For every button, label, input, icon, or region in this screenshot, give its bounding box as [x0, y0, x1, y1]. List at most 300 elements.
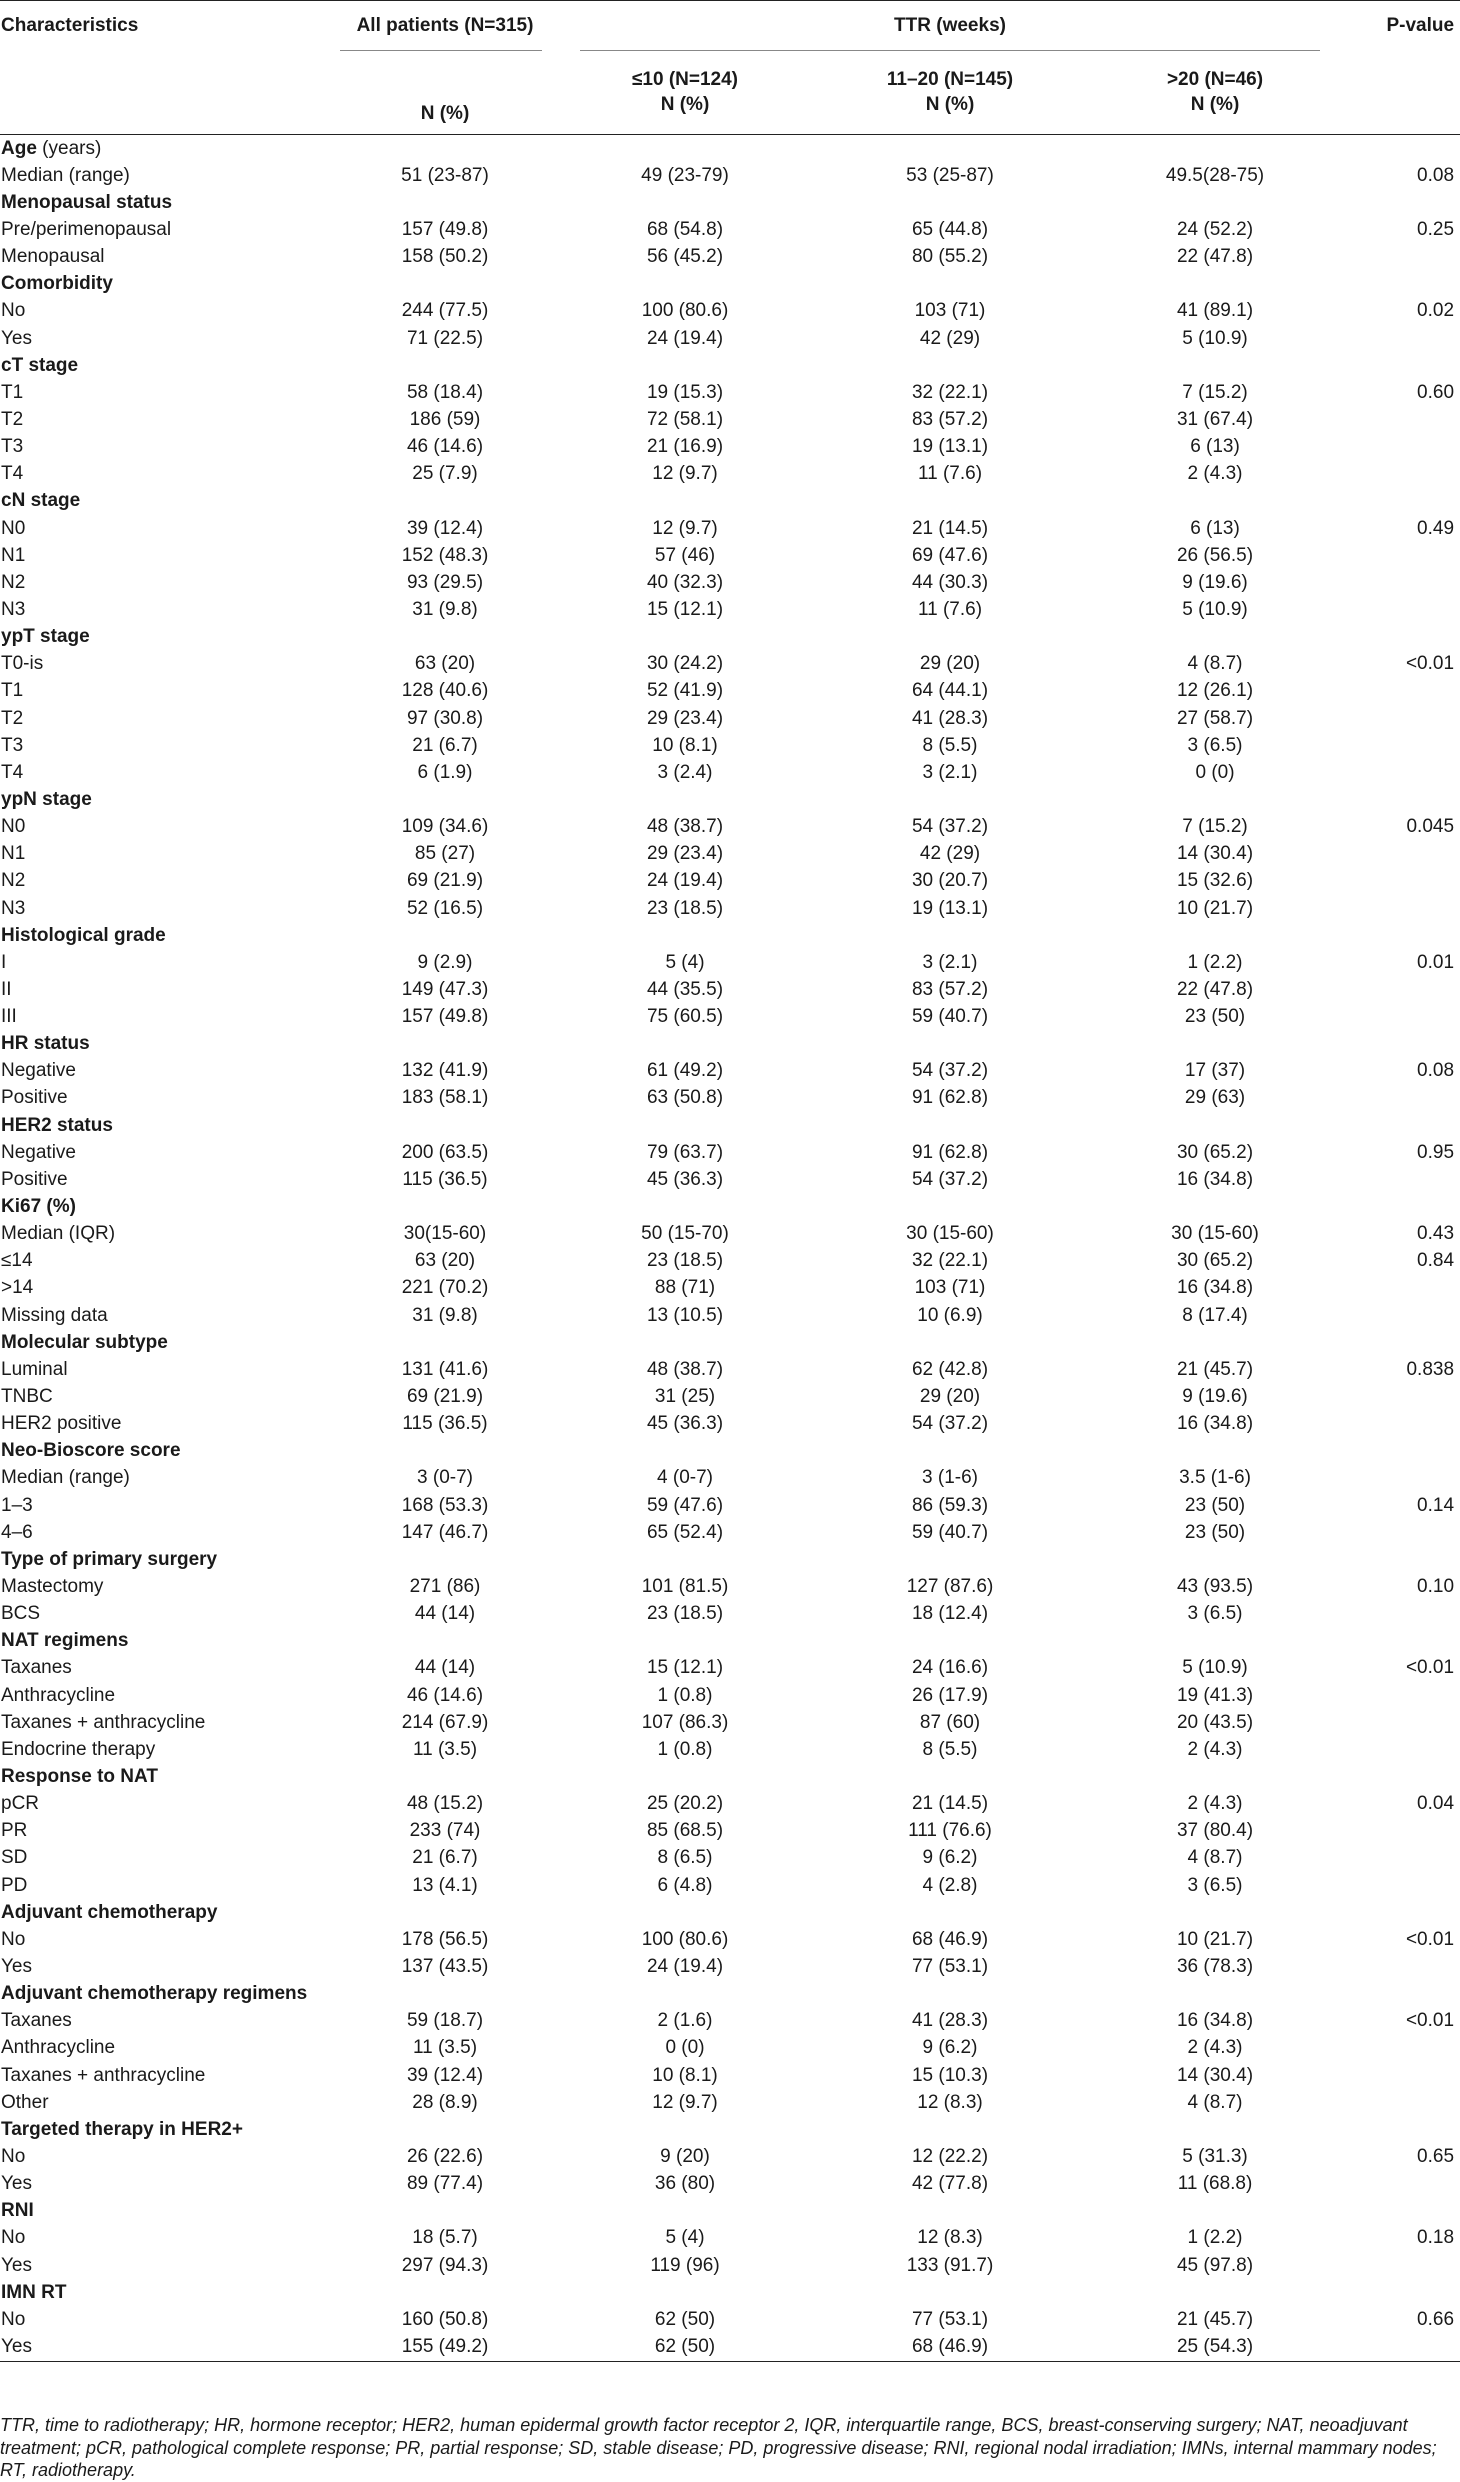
table-row: [0, 1411, 1460, 1438]
cell-pvalue: 0.14: [1417, 1494, 1455, 1516]
cell-pvalue: [1350, 895, 1460, 922]
cell-ttr-11-20: 42 (77.8): [911, 2173, 989, 2195]
cell-ttr-11-20: 54 (37.2): [911, 1413, 989, 1435]
category-label-text: cT stage: [1, 354, 79, 376]
table-row: [0, 1655, 1460, 1682]
row-label: Anthracycline: [1, 2037, 116, 2059]
header-ttr: TTR (weeks): [550, 1, 1350, 51]
cell-pvalue: [1350, 759, 1460, 786]
header-characteristics: Characteristics: [0, 1, 340, 51]
cell-pvalue: [1350, 406, 1460, 433]
cell-all-patients: 63 (20): [414, 653, 476, 675]
table-row: [0, 244, 1460, 271]
cell-all-patients: 39 (12.4): [406, 517, 484, 539]
cell-ttr-gt20: 30 (65.2): [1176, 1250, 1254, 1272]
row-label: No: [1, 2145, 26, 2167]
table-row: [0, 1492, 1460, 1519]
row-label: T3: [1, 734, 24, 756]
cell-all-patients: 128 (40.6): [401, 680, 489, 702]
cell-ttr-11-20: 41 (28.3): [911, 707, 989, 729]
table-row: [0, 1926, 1460, 1953]
cell-pvalue: [1350, 2062, 1460, 2089]
cell-ttr-le10: 85 (68.5): [646, 1820, 724, 1842]
cell-ttr-le10: 100 (80.6): [641, 1928, 729, 1950]
cell-ttr-gt20: 2 (4.3): [1187, 2037, 1243, 2059]
category-label-text: cN stage: [1, 490, 81, 512]
cell-all-patients: 85 (27): [414, 843, 476, 865]
table-row: [0, 814, 1460, 841]
row-label: Taxanes: [1, 2010, 72, 2032]
table-row: [0, 1845, 1460, 1872]
cell-all-patients: 200 (63.5): [401, 1141, 489, 1163]
category-row: [0, 1193, 1460, 1220]
cell-all-patients: 31 (9.8): [412, 598, 478, 620]
cell-ttr-le10: 12 (9.7): [652, 463, 718, 485]
cell-all-patients: 132 (41.9): [401, 1060, 489, 1082]
cell-ttr-gt20: 3.5 (1-6): [1179, 1467, 1251, 1489]
table-row: [0, 542, 1460, 569]
cell-ttr-11-20: 54 (37.2): [911, 1060, 989, 1082]
cell-pvalue: [1350, 2171, 1460, 2198]
row-label: N1: [1, 544, 26, 566]
cell-ttr-gt20: 2 (4.3): [1187, 1793, 1243, 1815]
row-label: Median (range): [1, 164, 130, 186]
cell-all-patients: 9 (2.9): [417, 951, 473, 973]
cell-ttr-gt20: 26 (56.5): [1176, 544, 1254, 566]
category-label: [0, 189, 1460, 216]
table-row: [0, 461, 1460, 488]
row-label: PD: [1, 1874, 28, 1896]
header-blank: [0, 51, 340, 135]
cell-ttr-11-20: 103 (71): [914, 300, 986, 322]
cell-pvalue: [1350, 542, 1460, 569]
row-label: N3: [1, 897, 26, 919]
cell-all-patients: 25 (7.9): [412, 463, 478, 485]
cell-all-patients: 244 (77.5): [401, 300, 489, 322]
cell-ttr-11-20: 86 (59.3): [911, 1494, 989, 1516]
table-row: [0, 732, 1460, 759]
row-label: T1: [1, 381, 24, 403]
table-row: [0, 1872, 1460, 1899]
table-row: [0, 949, 1460, 976]
cell-pvalue: [1350, 569, 1460, 596]
cell-ttr-11-20: 18 (12.4): [911, 1603, 989, 1625]
cell-ttr-le10: 40 (32.3): [646, 571, 724, 593]
cell-all-patients: 11 (3.5): [412, 1738, 478, 1760]
category-row: [0, 189, 1460, 216]
cell-ttr-gt20: 3 (6.5): [1187, 734, 1243, 756]
row-label: HER2 positive: [1, 1413, 122, 1435]
category-label-text: NAT regimens: [1, 1630, 129, 1652]
cell-ttr-le10: 48 (38.7): [646, 1358, 724, 1380]
cell-ttr-le10: 8 (6.5): [657, 1847, 713, 1869]
cell-all-patients: 69 (21.9): [406, 870, 484, 892]
cell-ttr-gt20: 4 (8.7): [1187, 2091, 1243, 2113]
category-label: [0, 1899, 1460, 1926]
cell-ttr-le10: 52 (41.9): [646, 680, 724, 702]
row-label: ≤14: [1, 1250, 33, 1272]
category-row: [0, 2279, 1460, 2306]
cell-ttr-le10: 24 (19.4): [646, 1955, 724, 1977]
category-row: [0, 1628, 1460, 1655]
cell-ttr-le10: 36 (80): [654, 2173, 716, 2195]
cell-ttr-gt20: 0 (0): [1195, 761, 1235, 783]
cell-pvalue: 0.60: [1417, 381, 1455, 403]
cell-ttr-gt20: 5 (10.9): [1182, 327, 1248, 349]
cell-ttr-11-20: 8 (5.5): [922, 734, 978, 756]
category-label: [0, 2198, 1460, 2225]
cell-ttr-le10: 79 (63.7): [646, 1141, 724, 1163]
cell-all-patients: 168 (53.3): [401, 1494, 489, 1516]
cell-pvalue: [1350, 1383, 1460, 1410]
category-row: [0, 922, 1460, 949]
cell-ttr-gt20: 6 (13): [1190, 517, 1240, 539]
category-label-text: Adjuvant chemotherapy: [1, 1901, 218, 1923]
category-row: [0, 1438, 1460, 1465]
row-label: Positive: [1, 1087, 68, 1109]
cell-pvalue: 0.49: [1417, 517, 1455, 539]
cell-ttr-gt20: 31 (67.4): [1176, 408, 1254, 430]
row-label: T4: [1, 463, 24, 485]
cell-ttr-11-20: 9 (6.2): [922, 2037, 978, 2059]
cell-ttr-11-20: 64 (44.1): [911, 680, 989, 702]
table-row: [0, 1709, 1460, 1736]
category-label: [0, 624, 1460, 651]
row-label: T1: [1, 680, 24, 702]
cell-ttr-le10: 62 (50): [550, 2333, 820, 2361]
cell-all-patients: 21 (6.7): [412, 1847, 478, 1869]
row-label: T2: [1, 408, 24, 430]
cell-all-patients: 13 (4.1): [412, 1874, 478, 1896]
row-label: Luminal: [1, 1358, 68, 1380]
category-label-text: HR status: [1, 1033, 90, 1055]
cell-ttr-gt20: 8 (17.4): [1182, 1304, 1248, 1326]
category-row: [0, 135, 1460, 163]
cell-ttr-le10: 4 (0-7): [657, 1467, 713, 1489]
cell-ttr-le10: 25 (20.2): [646, 1793, 724, 1815]
cell-all-patients: 58 (18.4): [406, 381, 484, 403]
category-label-text: Response to NAT: [1, 1766, 158, 1787]
table-row: [0, 569, 1460, 596]
cell-pvalue: <0.01: [1405, 1928, 1455, 1950]
cell-ttr-gt20: 9 (19.6): [1182, 571, 1248, 593]
table-row: [0, 651, 1460, 678]
cell-ttr-11-20: 44 (30.3): [911, 571, 989, 593]
cell-ttr-le10: 88 (71): [654, 1277, 716, 1299]
cell-ttr-gt20: 29 (63): [1184, 1087, 1246, 1109]
cell-ttr-le10: 57 (46): [654, 544, 716, 566]
cell-all-patients: 109 (34.6): [401, 816, 489, 838]
cell-all-patients: 149 (47.3): [401, 978, 489, 1000]
cell-ttr-le10: 48 (38.7): [646, 816, 724, 838]
category-label: [0, 1628, 1460, 1655]
cell-ttr-gt20: 16 (34.8): [1176, 1413, 1254, 1435]
cell-pvalue: [1350, 596, 1460, 623]
table-row: [0, 1519, 1460, 1546]
table-row: [0, 1058, 1460, 1085]
cell-ttr-11-20: 32 (22.1): [911, 1250, 989, 1272]
cell-ttr-gt20: 16 (34.8): [1176, 1168, 1254, 1190]
row-label: No: [1, 2308, 26, 2330]
cell-pvalue: 0.95: [1417, 1141, 1455, 1163]
category-row: [0, 1329, 1460, 1356]
header-group-2-npct: N (%): [925, 94, 975, 116]
cell-ttr-gt20: 5 (31.3): [1182, 2145, 1248, 2167]
cell-ttr-le10: 19 (15.3): [646, 381, 724, 403]
row-label: III: [1, 1006, 17, 1028]
cell-pvalue: [1350, 1709, 1460, 1736]
table-row: [0, 2089, 1460, 2116]
cell-ttr-le10: 29 (23.4): [646, 707, 724, 729]
category-row: [0, 1763, 1460, 1790]
category-label-text: ypT stage: [1, 626, 90, 648]
header-group-2-label: 11–20 (N=145): [886, 69, 1014, 91]
cell-all-patients: 48 (15.2): [406, 1793, 484, 1815]
category-label: [0, 2279, 1460, 2306]
table-row: [0, 2171, 1460, 2198]
cell-ttr-gt20: 41 (89.1): [1176, 300, 1254, 322]
cell-all-patients: 137 (43.5): [401, 1955, 489, 1977]
header-group-1-npct: N (%): [660, 94, 710, 116]
category-label: [0, 1193, 1460, 1220]
cell-ttr-le10: 24 (19.4): [646, 870, 724, 892]
row-label: SD: [1, 1847, 28, 1869]
cell-ttr-le10: 10 (8.1): [652, 2064, 718, 2086]
cell-pvalue: [1350, 2035, 1460, 2062]
cell-ttr-11-20: 54 (37.2): [911, 816, 989, 838]
cell-ttr-11-20: 133 (91.7): [906, 2254, 994, 2276]
row-label: TNBC: [1, 1386, 53, 1408]
table-row: [0, 2143, 1460, 2170]
cell-ttr-gt20: 24 (52.2): [1176, 218, 1254, 240]
table-row: [0, 406, 1460, 433]
cell-ttr-le10: 30 (24.2): [646, 653, 724, 675]
row-label: N2: [1, 571, 26, 593]
cell-all-patients: 115 (36.5): [402, 1168, 488, 1190]
cell-pvalue: [1350, 1519, 1460, 1546]
cell-pvalue: 0.65: [1417, 2145, 1455, 2167]
cell-all-patients: 46 (14.6): [406, 436, 484, 458]
cell-all-patients: 44 (14): [414, 1657, 476, 1679]
cell-all-patients: 3 (0-7): [417, 1467, 473, 1489]
cell-ttr-11-20: 69 (47.6): [911, 544, 989, 566]
cell-all-patients: 115 (36.5): [402, 1413, 488, 1435]
cell-pvalue: [1350, 1302, 1460, 1329]
table-row: [0, 759, 1460, 786]
cell-pvalue: [1350, 434, 1460, 461]
table-body: [0, 135, 1460, 2362]
cell-ttr-gt20: 16 (34.8): [1176, 2010, 1254, 2032]
cell-ttr-11-20: 15 (10.3): [911, 2064, 989, 2086]
cell-all-patients: 26 (22.6): [406, 2145, 484, 2167]
cell-ttr-11-20: 83 (57.2): [911, 978, 989, 1000]
category-label-text: Adjuvant chemotherapy regimens: [1, 1983, 308, 2005]
row-label: No: [1, 2227, 26, 2249]
cell-pvalue: [1350, 841, 1460, 868]
category-label: [0, 786, 1460, 813]
category-label: [0, 2116, 1460, 2143]
table-row: [0, 162, 1460, 189]
row-label: 1–3: [1, 1494, 33, 1516]
cell-pvalue: [1350, 1004, 1460, 1031]
category-label: [0, 1546, 1460, 1573]
category-label-text: RNI: [1, 2200, 34, 2222]
cell-ttr-le10: 31 (25): [654, 1386, 716, 1408]
cell-ttr-le10: 50 (15-70): [641, 1223, 729, 1245]
cell-ttr-le10: 68 (54.8): [646, 218, 724, 240]
cell-ttr-11-20: 29 (20): [919, 1386, 981, 1408]
cell-ttr-le10: 23 (18.5): [646, 1603, 724, 1625]
cell-ttr-le10: 0 (0): [665, 2037, 705, 2059]
cell-all-patients: 221 (70.2): [401, 1277, 489, 1299]
cell-pvalue: [1350, 705, 1460, 732]
cell-all-patients: 71 (22.5): [406, 327, 484, 349]
cell-ttr-gt20: 11 (68.8): [1177, 2173, 1253, 2195]
cell-ttr-le10: 45 (36.3): [646, 1168, 724, 1190]
cell-all-patients: 155 (49.2): [340, 2333, 550, 2361]
table-row: [0, 1248, 1460, 1275]
cell-ttr-le10: 107 (86.3): [641, 1711, 729, 1733]
category-label: [0, 352, 1460, 379]
cell-ttr-11-20: 12 (8.3): [917, 2227, 983, 2249]
category-row: [0, 271, 1460, 298]
cell-pvalue: 0.045: [1406, 816, 1455, 838]
table-row: [0, 1356, 1460, 1383]
row-label: Yes: [1, 1955, 32, 1977]
cell-ttr-le10: 49 (23-79): [641, 164, 729, 186]
row-label: Menopausal: [1, 246, 105, 268]
cell-ttr-11-20: 42 (29): [919, 327, 981, 349]
cell-pvalue: 0.25: [1417, 218, 1455, 240]
cell-all-patients: 51 (23-87): [401, 164, 489, 186]
cell-ttr-11-20: 54 (37.2): [911, 1168, 989, 1190]
cell-all-patients: 214 (67.9): [401, 1711, 489, 1733]
cell-ttr-11-20: 26 (17.9): [911, 1684, 989, 1706]
row-label: Other: [1, 2091, 49, 2113]
cell-ttr-gt20: 17 (37): [1184, 1060, 1246, 1082]
cell-all-patients: 21 (6.7): [412, 734, 478, 756]
cell-ttr-gt20: 25 (54.3): [1080, 2333, 1350, 2361]
row-label: T3: [1, 436, 24, 458]
row-label: Taxanes: [1, 1657, 72, 1679]
category-row: [0, 2198, 1460, 2225]
row-label: Negative: [1, 1060, 76, 1082]
header-blank-p: [1350, 51, 1460, 135]
cell-ttr-le10: 3 (2.4): [657, 761, 713, 783]
category-row: [0, 488, 1460, 515]
cell-ttr-le10: 2 (1.6): [657, 2010, 713, 2032]
cell-pvalue: [1350, 868, 1460, 895]
cell-ttr-11-20: 21 (14.5): [911, 517, 989, 539]
table-row: [0, 379, 1460, 406]
cell-ttr-11-20: 24 (16.6): [911, 1657, 989, 1679]
cell-ttr-11-20: 53 (25-87): [906, 164, 994, 186]
cell-ttr-gt20: 15 (32.6): [1176, 870, 1254, 892]
cell-pvalue: <0.01: [1405, 2010, 1455, 2032]
table-row: [0, 2333, 1460, 2361]
category-row: [0, 352, 1460, 379]
cell-ttr-le10: 119 (96): [650, 2254, 720, 2276]
table-row: [0, 976, 1460, 1003]
cell-ttr-le10: 21 (16.9): [646, 436, 724, 458]
row-label: N2: [1, 870, 26, 892]
cell-all-patients: 44 (14): [414, 1603, 476, 1625]
cell-pvalue: [1350, 678, 1460, 705]
table-row: [0, 1573, 1460, 1600]
category-label: [0, 1329, 1460, 1356]
row-label: Yes: [0, 2333, 340, 2361]
row-label: >14: [1, 1277, 34, 1299]
table-row: [0, 868, 1460, 895]
category-label: [0, 1031, 1460, 1058]
cell-all-patients: 11 (3.5): [412, 2037, 478, 2059]
row-label: Mastectomy: [1, 1576, 104, 1598]
category-row: [0, 786, 1460, 813]
cell-ttr-le10: 45 (36.3): [646, 1413, 724, 1435]
cell-ttr-le10: 63 (50.8): [646, 1087, 724, 1109]
category-row: [0, 1112, 1460, 1139]
cell-ttr-gt20: 22 (47.8): [1176, 246, 1254, 268]
cell-ttr-gt20: 10 (21.7): [1176, 897, 1254, 919]
cell-ttr-le10: 72 (58.1): [646, 408, 724, 430]
cell-ttr-11-20: 12 (22.2): [911, 2145, 989, 2167]
cell-ttr-le10: 24 (19.4): [646, 327, 724, 349]
cell-ttr-gt20: 16 (34.8): [1176, 1277, 1254, 1299]
row-label: Taxanes + anthracycline: [1, 2064, 206, 2086]
cell-pvalue: 0.04: [1417, 1793, 1455, 1815]
table-row: [0, 2035, 1460, 2062]
cell-ttr-11-20: 103 (71): [914, 1277, 986, 1299]
table-row: [0, 1682, 1460, 1709]
cell-ttr-11-20: 83 (57.2): [911, 408, 989, 430]
category-label: [0, 1438, 1460, 1465]
cell-ttr-11-20: 62 (42.8): [911, 1358, 989, 1380]
row-label: T2: [1, 707, 24, 729]
table-row: [0, 1818, 1460, 1845]
cell-ttr-11-20: 21 (14.5): [911, 1793, 989, 1815]
cell-all-patients: 131 (41.6): [401, 1358, 489, 1380]
cell-ttr-11-20: 19 (13.1): [911, 436, 989, 458]
cell-ttr-gt20: 21 (45.7): [1176, 1358, 1254, 1380]
cell-pvalue: [1350, 461, 1460, 488]
table-row: [0, 1302, 1460, 1329]
table-row: [0, 515, 1460, 542]
cell-ttr-gt20: 37 (80.4): [1176, 1820, 1254, 1842]
cell-pvalue: [1350, 1682, 1460, 1709]
table-row: [0, 2062, 1460, 2089]
header-all-patients: All patients (N=315): [340, 1, 550, 51]
category-label: [0, 1112, 1460, 1139]
cell-pvalue: 0.08: [1417, 164, 1455, 186]
cell-all-patients: 46 (14.6): [406, 1684, 484, 1706]
cell-ttr-gt20: 30 (15-60): [1171, 1223, 1259, 1245]
row-label: 4–6: [1, 1521, 33, 1543]
cell-ttr-le10: 101 (81.5): [641, 1576, 729, 1598]
table-row: [0, 596, 1460, 623]
category-label: [0, 1981, 1460, 2008]
cell-ttr-11-20: 77 (53.1): [911, 1955, 989, 1977]
row-label: Anthracycline: [1, 1684, 116, 1706]
cell-ttr-11-20: 30 (15-60): [906, 1223, 994, 1245]
header-group-3-npct: N (%): [1190, 94, 1240, 116]
cell-ttr-gt20: 7 (15.2): [1182, 381, 1248, 403]
cell-ttr-le10: 5 (4): [665, 951, 705, 973]
cell-ttr-le10: 23 (18.5): [646, 897, 724, 919]
category-row: [0, 624, 1460, 651]
cell-all-patients: 89 (77.4): [406, 2173, 484, 2195]
cell-ttr-11-20: 11 (7.6): [917, 598, 983, 620]
cell-all-patients: 147 (46.7): [401, 1521, 489, 1543]
